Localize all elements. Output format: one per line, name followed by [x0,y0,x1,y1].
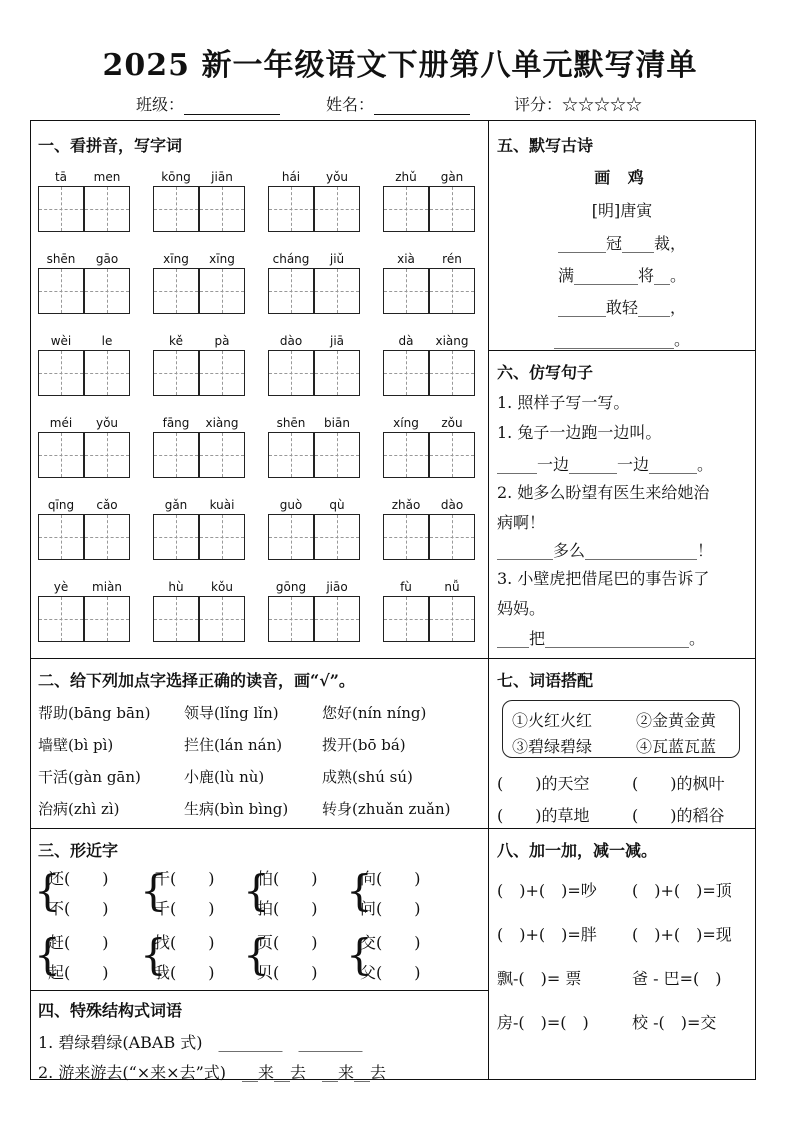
poem-title: 画 鸡 [594,168,650,187]
reading-choice-item[interactable]: 领导(lǐng lǐn) [184,704,279,722]
name-input-line[interactable] [374,99,470,115]
writing-grid-box[interactable] [153,268,199,314]
page-title: 2025 新一年级语文下册第八单元默写清单 [102,48,698,83]
pinyin-syllable: gāo [95,252,119,266]
writing-grid-box[interactable] [268,432,314,478]
brace-icon: { [243,866,270,915]
pinyin-syllable: men [93,170,121,184]
sentence-line: 病啊！ [497,513,546,532]
pinyin-syllable: qīng [47,498,75,512]
similar-char-item[interactable]: 交( ) [360,933,421,952]
score-label: 评分：☆☆☆☆☆ [514,95,643,114]
pinyin-syllable: guò [279,498,303,512]
similar-char-item[interactable]: 拍( ) [257,899,318,918]
writing-grid-box[interactable] [314,514,360,560]
pinyin-syllable: gǎn [164,498,188,512]
match-blank-1[interactable]: ( )的天空 [497,774,590,793]
reading-choice-item[interactable]: 治病(zhì zì) [38,800,120,818]
sentence-line: 2. 她多么盼望有医生来给她治 [497,483,710,502]
writing-grid-box[interactable] [429,186,475,232]
pinyin-syllable: yǒu [325,170,349,184]
writing-grid-box[interactable] [199,186,245,232]
similar-char-item[interactable]: 千( ) [154,899,215,918]
writing-grid-box[interactable] [199,514,245,560]
writing-grid-box[interactable] [383,186,429,232]
writing-grid-box[interactable] [429,514,475,560]
writing-grid-box[interactable] [84,186,130,232]
similar-char-item[interactable]: 贝( ) [257,963,318,982]
pinyin-syllable: cháng [272,252,310,266]
reading-choice-item[interactable]: 您好(nín níng) [322,704,427,722]
brace-icon: { [140,866,167,915]
section-2-heading: 二、给下列加点字选择正确的读音，画“√”。 [38,671,355,690]
writing-grid-box[interactable] [84,432,130,478]
similar-char-item[interactable]: 怕( ) [257,869,318,888]
writing-grid-box[interactable] [38,432,84,478]
class-input-line[interactable] [184,99,280,115]
poem-line-3: ______敢轻____， [557,298,686,317]
pinyin-syllable: qù [329,498,345,512]
pinyin-syllable: jiān [211,170,233,184]
option-2: ②金黄金黄 [636,711,717,730]
divider-sec2 [30,828,488,829]
sentence-line: ____把__________________。 [497,629,706,648]
writing-grid-box[interactable] [429,350,475,396]
similar-char-item[interactable]: 问( ) [360,899,421,918]
section-3-heading: 三、形近字 [38,841,119,860]
pinyin-syllable: xiàng [435,334,469,348]
similar-char-item[interactable]: 还( ) [48,869,109,888]
writing-grid-box[interactable] [383,596,429,642]
pinyin-syllable: dà [398,334,414,348]
writing-grid-box[interactable] [383,268,429,314]
reading-choice-item[interactable]: 墙壁(bì pì) [38,736,114,754]
writing-grid-box[interactable] [429,432,475,478]
writing-grid-box[interactable] [38,350,84,396]
writing-grid-box[interactable] [383,514,429,560]
pinyin-syllable: yè [53,580,69,594]
pinyin-syllable: zǒu [441,416,463,430]
pinyin-syllable: nǚ [444,580,460,594]
writing-grid-box[interactable] [153,514,199,560]
writing-grid-box[interactable] [153,186,199,232]
reading-choice-item[interactable]: 生病(bìn bìng) [184,800,289,818]
pinyin-syllable: hái [281,170,301,184]
similar-char-item[interactable]: 找( ) [154,933,215,952]
char-math-item[interactable]: 爸 - 巴=( ) [632,969,722,988]
pinyin-syllable: kuài [209,498,235,512]
poem-line-1: ______冠____裁， [557,234,686,253]
name-label: 姓名： [326,95,375,114]
writing-grid-box[interactable] [38,514,84,560]
writing-grid-box[interactable] [429,596,475,642]
brace-icon: { [346,866,373,915]
writing-grid-box[interactable] [268,596,314,642]
writing-grid-box[interactable] [314,268,360,314]
class-label: 班级： [136,95,185,114]
writing-grid-box[interactable] [268,268,314,314]
writing-grid-box[interactable] [199,596,245,642]
pinyin-syllable: fù [400,580,412,594]
brace-icon: { [346,930,373,979]
writing-grid-box[interactable] [84,596,130,642]
pinyin-syllable: zhǎo [391,498,421,512]
pinyin-syllable: shēn [46,252,76,266]
pinyin-syllable: kǒu [211,580,233,594]
option-1: ①火红火红 [512,711,593,730]
reading-choice-item[interactable]: 帮助(bāng bān) [38,704,151,722]
section-4-heading: 四、特殊结构式词语 [38,1001,183,1020]
writing-grid-box[interactable] [38,596,84,642]
writing-grid-box[interactable] [84,268,130,314]
similar-char-item[interactable]: 干( ) [154,869,215,888]
pinyin-syllable: kōng [161,170,191,184]
writing-grid-box[interactable] [38,186,84,232]
pinyin-syllable: dào [279,334,303,348]
pinyin-syllable: jiāo [326,580,348,594]
similar-char-item[interactable]: 不( ) [48,899,109,918]
char-math-item[interactable]: ( )+( )=顶 [632,881,732,900]
pinyin-syllable: hù [168,580,184,594]
pinyin-syllable: jiā [329,334,345,348]
writing-grid-box[interactable] [314,350,360,396]
match-blank-4[interactable]: ( )的稻谷 [632,806,725,825]
writing-grid-box[interactable] [314,432,360,478]
similar-char-item[interactable]: 赶( ) [48,933,109,952]
poem-line-4: _______________。 [553,330,690,349]
similar-char-item[interactable]: 我( ) [154,963,215,982]
pinyin-syllable: méi [49,416,73,430]
sentence-line: 1. 兔子一边跑一边叫。 [497,423,662,442]
brace-icon: { [140,930,167,979]
pinyin-syllable: jiǔ [329,252,345,266]
writing-grid-box[interactable] [199,350,245,396]
reading-choice-item[interactable]: 转身(zhuǎn zuǎn) [322,800,451,818]
writing-grid-box[interactable] [153,432,199,478]
writing-grid-box[interactable] [153,350,199,396]
char-math-item[interactable]: 房-( )=( ) [497,1013,589,1032]
writing-grid-box[interactable] [199,268,245,314]
sentence-line: _____一边______一边______。 [497,455,714,474]
sentence-line: 3. 小壁虎把借尾巴的事告诉了 [497,569,710,588]
similar-char-item[interactable]: 向( ) [360,869,421,888]
option-3: ③碧绿碧绿 [512,737,593,756]
pinyin-syllable: pà [214,334,230,348]
writing-grid-box[interactable] [314,596,360,642]
pinyin-syllable: xīng [209,252,235,266]
pinyin-syllable: kě [169,334,183,348]
writing-grid-box[interactable] [268,514,314,560]
section-1-heading: 一、看拼音，写字词 [38,136,183,155]
reading-choice-item[interactable]: 小鹿(lù nù) [184,768,265,786]
pinyin-syllable: cǎo [96,498,118,512]
pinyin-syllable: xià [397,252,415,266]
divider-sec3 [30,990,488,991]
name-field [326,92,470,115]
pinyin-syllable: gàn [440,170,464,184]
section-8-heading: 八、加一加，减一减。 [497,841,658,860]
reading-choice-item[interactable]: 干活(gàn gān) [38,768,141,786]
pinyin-syllable: zhǔ [395,170,417,184]
divider-sec6 [488,658,756,659]
section-6-heading: 六、仿写句子 [497,363,594,382]
pinyin-syllable: yǒu [95,416,119,430]
similar-char-item[interactable]: 页( ) [257,933,318,952]
char-math-item[interactable]: ( )+( )=现 [632,925,732,944]
section-7-heading: 七、词语搭配 [497,671,594,690]
writing-grid-box[interactable] [268,350,314,396]
option-4: ④瓦蓝瓦蓝 [636,737,717,756]
pinyin-syllable: miàn [92,580,122,594]
pinyin-syllable: wèi [50,334,72,348]
sentence-line: _______多么______________！ [497,541,714,560]
pinyin-syllable: fāng [162,416,190,430]
writing-grid-box[interactable] [84,514,130,560]
brace-icon: { [34,866,61,915]
divider-sec7 [488,828,756,829]
match-blank-2[interactable]: ( )的枫叶 [632,774,725,793]
writing-grid-box[interactable] [314,186,360,232]
writing-grid-box[interactable] [429,268,475,314]
pinyin-syllable: dào [440,498,464,512]
sentence-line: 1. 照样子写一写。 [497,393,630,412]
pinyin-syllable: biān [324,416,350,430]
pinyin-syllable: xīng [163,252,189,266]
class-field [136,92,280,115]
similar-char-item[interactable]: 父( ) [360,963,421,982]
writing-grid-box[interactable] [199,432,245,478]
reading-choice-item[interactable]: 成熟(shú sú) [322,768,413,786]
pinyin-syllable: rén [442,252,462,266]
writing-grid-box[interactable] [38,268,84,314]
reading-choice-item[interactable]: 拨开(bō bá) [322,736,406,754]
brace-icon: { [243,930,270,979]
char-math-item[interactable]: ( )+( )=吵 [497,881,597,900]
section-5-heading: 五、默写古诗 [497,136,594,155]
poem-author: [明]唐寅 [591,201,653,220]
structure-line-1: 1. 碧绿碧绿(ABAB 式) ________ ________ [38,1033,363,1052]
divider-sec1 [30,658,488,659]
reading-choice-item[interactable]: 拦住(lán nán) [184,736,283,754]
pinyin-syllable: xiàng [205,416,239,430]
char-math-item[interactable]: ( )+( )=胖 [497,925,597,944]
writing-grid-box[interactable] [84,350,130,396]
structure-line-2: 2. 游来游去(“×来×去”式) __来__去 __来__去 [38,1063,387,1082]
pinyin-syllable: tā [54,170,68,184]
char-math-item[interactable]: 校 -( )=交 [632,1013,717,1032]
pinyin-syllable: gōng [275,580,307,594]
match-blank-3[interactable]: ( )的草地 [497,806,590,825]
sentence-line: 妈妈。 [497,599,546,618]
similar-char-item[interactable]: 起( ) [48,963,109,982]
brace-icon: { [34,930,61,979]
pinyin-syllable: xíng [393,416,419,430]
char-math-item[interactable]: 飘-( )= 票 [497,969,582,988]
pinyin-syllable: le [101,334,113,348]
writing-grid-box[interactable] [268,186,314,232]
pinyin-syllable: shēn [276,416,306,430]
divider-sec5 [488,350,756,351]
writing-grid-box[interactable] [383,432,429,478]
writing-grid-box[interactable] [153,596,199,642]
poem-line-2: 满________将__。 [557,266,686,285]
writing-grid-box[interactable] [383,350,429,396]
